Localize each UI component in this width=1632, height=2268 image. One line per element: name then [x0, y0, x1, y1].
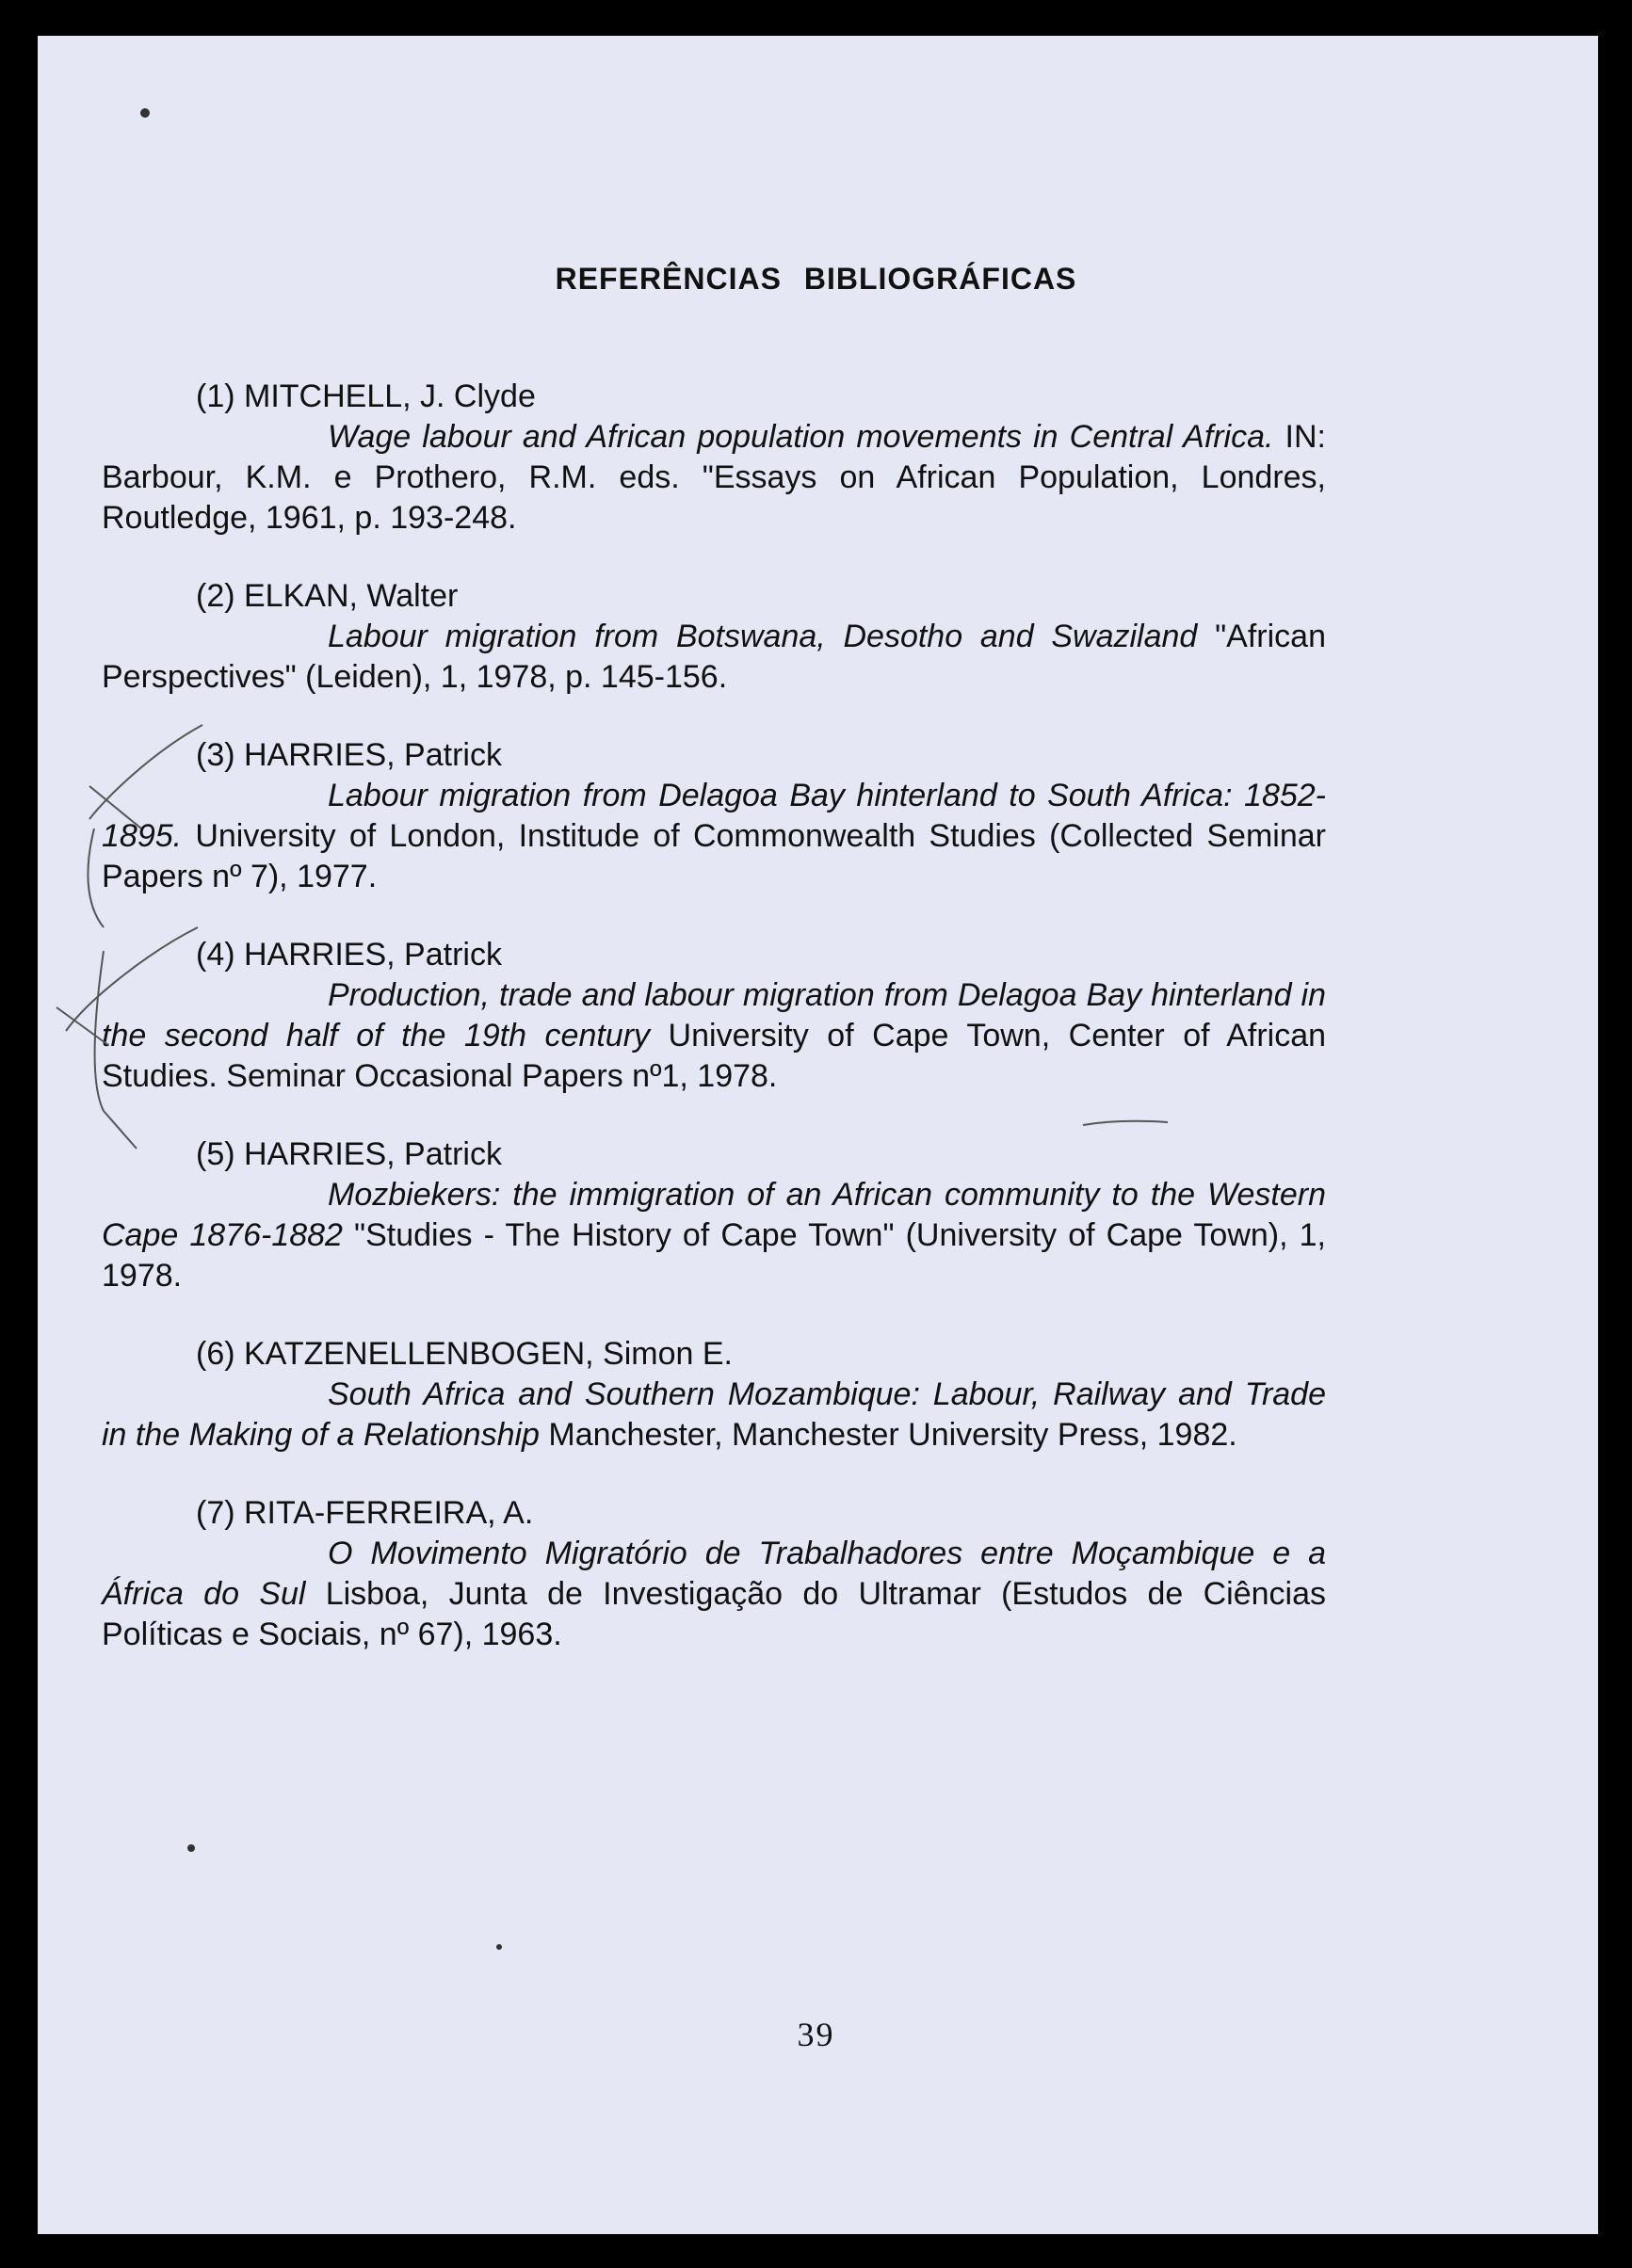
reference-details: Lisboa, Junta de Investigação do Ultramar (Estudos de Ciências Políticas e Sociais, nº 67), 1963.	[102, 1576, 1327, 1652]
reference-work-title: Production, trade and labour migration from Delagoa Bay hinterland in the second half of the 19th century	[102, 977, 1326, 1054]
reference-details: IN: Barbour, K.M. e Prothero, R.M. eds. "Essays on African Population, Londres, Routledge, 1961, p. 193-248.	[102, 419, 1326, 536]
reference-details: University of Cape Town, Center of African Studies. Seminar Occasional Papers nº1, 1978.	[102, 1018, 1327, 1094]
reference-details: University of London, Institude of Commonwealth Studies (Collected Seminar Papers nº 7), 1977.	[102, 818, 1326, 894]
reference-item	[102, 1493, 1326, 1655]
reference-work-title: O Movimento Migratório de Trabalhadores entre Moçambique e a África do Sul	[102, 1536, 1326, 1612]
reference-author: (1) MITCHELL, J. Clyde	[196, 378, 536, 414]
reference-author: (5) HARRIES, Patrick	[196, 1136, 502, 1172]
reference-work-title: South Africa and Southern Mozambique: Labour, Railway and Trade in the Making of a Relationship	[102, 1376, 1326, 1453]
reference-body	[102, 417, 1326, 539]
reference-work-title: Labour migration from Delagoa Bay hinterland to South Africa: 1852-1895.	[102, 778, 1326, 854]
reference-body	[102, 776, 1326, 897]
reference-item	[102, 377, 1326, 539]
reference-author: (3) HARRIES, Patrick	[196, 737, 502, 773]
reference-body	[102, 617, 1326, 698]
reference-item	[102, 935, 1326, 1097]
reference-work-title: Wage labour and African population movements in Central Africa.	[328, 419, 1274, 455]
reference-author: (7) RITA-FERREIRA, A.	[196, 1495, 534, 1531]
reference-item	[102, 576, 1326, 698]
reference-body	[102, 1534, 1326, 1655]
reference-body	[102, 975, 1326, 1097]
reference-item	[102, 1334, 1326, 1456]
reference-body	[102, 1375, 1326, 1456]
reference-details: Manchester, Manchester University Press, 1982.	[539, 1417, 1237, 1453]
reference-body	[102, 1175, 1326, 1296]
reference-author: (4) HARRIES, Patrick	[196, 937, 502, 973]
reference-author: (2) ELKAN, Walter	[196, 578, 459, 614]
page-title: REFERÊNCIAS BIBLIOGRÁFICAS	[555, 262, 1077, 296]
reference-work-title: Labour migration from Botswana, Desotho and Swaziland	[328, 619, 1198, 654]
reference-work-title: Mozbiekers: the immigration of an African community to the Western Cape 1876-1882	[102, 1177, 1326, 1253]
page-number: 39	[797, 2016, 835, 2053]
reference-list	[102, 377, 1326, 1693]
reference-author: (6) KATZENELLENBOGEN, Simon E.	[196, 1336, 733, 1372]
reference-details: "Studies - The History of Cape Town" (University of Cape Town), 1, 1978.	[102, 1217, 1327, 1294]
reference-item	[102, 1134, 1326, 1296]
reference-details: "African Perspectives" (Leiden), 1, 1978, p. 145-156.	[102, 619, 1326, 695]
reference-item	[102, 735, 1326, 897]
